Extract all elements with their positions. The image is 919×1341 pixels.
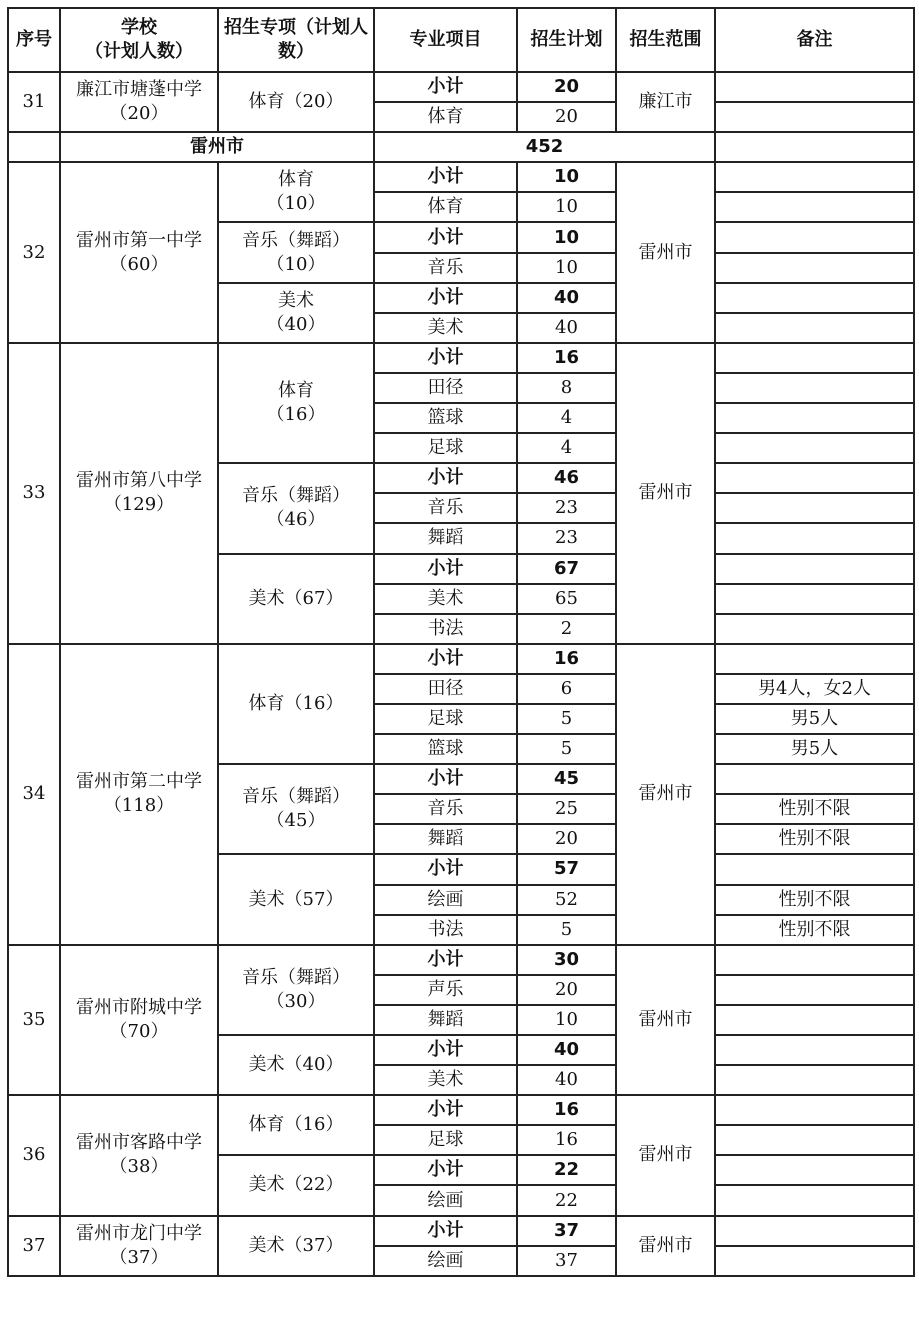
subtotal-label: 小计 [374, 945, 517, 975]
table-row [8, 343, 914, 373]
plan-value: 25 [517, 794, 616, 824]
remark-cell: 男5人 [715, 704, 914, 734]
remark-cell [715, 132, 914, 162]
subtotal-label: 小计 [374, 854, 517, 884]
city-total: 452 [374, 132, 715, 162]
header-plan: 招生计划 [517, 8, 616, 72]
plan-value: 23 [517, 523, 616, 553]
plan-value: 20 [517, 824, 616, 854]
plan-value: 10 [517, 192, 616, 222]
subtotal-value: 16 [517, 1095, 616, 1125]
subtotal-value: 40 [517, 1035, 616, 1065]
scope-cell: 雷州市 [616, 162, 715, 343]
subtotal-label: 小计 [374, 463, 517, 493]
project-name: 音乐 [374, 493, 517, 523]
plan-value: 4 [517, 403, 616, 433]
city-no-cell [8, 132, 60, 162]
remark-cell [715, 72, 914, 102]
remark-cell [715, 1065, 914, 1095]
school-name: 雷州市客路中学 （38） [60, 1095, 218, 1215]
plan-value: 22 [517, 1185, 616, 1215]
special-group: 体育（20） [218, 72, 374, 132]
subtotal-value: 45 [517, 764, 616, 794]
remark-cell [715, 554, 914, 584]
remark-cell [715, 854, 914, 884]
special-group: 美术（67） [218, 554, 374, 644]
project-name: 美术 [374, 584, 517, 614]
remark-cell [715, 975, 914, 1005]
subtotal-label: 小计 [374, 1216, 517, 1246]
row-no: 35 [8, 945, 60, 1095]
remark-cell [715, 644, 914, 674]
school-name: 雷州市龙门中学 （37） [60, 1216, 218, 1276]
project-name: 声乐 [374, 975, 517, 1005]
project-name: 音乐 [374, 794, 517, 824]
subtotal-value: 67 [517, 554, 616, 584]
remark-cell [715, 102, 914, 132]
header-school: 学校 （计划人数） [60, 8, 218, 72]
remark-cell [715, 433, 914, 463]
table-row [8, 1095, 914, 1125]
enrollment-table-wrapper [7, 7, 915, 1277]
subtotal-label: 小计 [374, 72, 517, 102]
remark-cell [715, 1005, 914, 1035]
project-name: 篮球 [374, 403, 517, 433]
remark-cell [715, 1095, 914, 1125]
plan-value: 4 [517, 433, 616, 463]
row-no: 31 [8, 72, 60, 132]
project-name: 音乐 [374, 253, 517, 283]
plan-value: 40 [517, 1065, 616, 1095]
project-name: 足球 [374, 1125, 517, 1155]
subtotal-label: 小计 [374, 554, 517, 584]
header-no: 序号 [8, 8, 60, 72]
subtotal-value: 40 [517, 283, 616, 313]
table-row [8, 72, 914, 102]
header-remark: 备注 [715, 8, 914, 72]
scope-cell: 雷州市 [616, 1095, 715, 1215]
subtotal-value: 46 [517, 463, 616, 493]
plan-value: 23 [517, 493, 616, 523]
plan-value: 37 [517, 1246, 616, 1276]
remark-cell [715, 222, 914, 252]
project-name: 美术 [374, 1065, 517, 1095]
project-name: 绘画 [374, 1246, 517, 1276]
plan-value: 10 [517, 253, 616, 283]
scope-cell: 雷州市 [616, 945, 715, 1095]
remark-cell [715, 1246, 914, 1276]
scope-cell: 廉江市 [616, 72, 715, 132]
project-name: 田径 [374, 373, 517, 403]
plan-value: 5 [517, 734, 616, 764]
plan-value: 10 [517, 1005, 616, 1035]
remark-cell: 性别不限 [715, 794, 914, 824]
special-group: 美术（22） [218, 1155, 374, 1215]
special-group: 美术 （40） [218, 283, 374, 343]
remark-cell [715, 1216, 914, 1246]
subtotal-label: 小计 [374, 1155, 517, 1185]
scope-cell: 雷州市 [616, 1216, 715, 1276]
table-row [8, 162, 914, 192]
remark-cell [715, 283, 914, 313]
remark-cell [715, 584, 914, 614]
remark-cell [715, 1185, 914, 1215]
subtotal-value: 37 [517, 1216, 616, 1246]
remark-cell [715, 764, 914, 794]
remark-cell [715, 192, 914, 222]
city-name: 雷州市 [60, 132, 374, 162]
subtotal-label: 小计 [374, 1095, 517, 1125]
plan-value: 20 [517, 102, 616, 132]
header-row [8, 8, 914, 72]
subtotal-value: 10 [517, 162, 616, 192]
remark-cell [715, 343, 914, 373]
row-no: 32 [8, 162, 60, 343]
project-name: 体育 [374, 102, 517, 132]
project-name: 足球 [374, 433, 517, 463]
plan-value: 16 [517, 1125, 616, 1155]
remark-cell [715, 313, 914, 343]
subtotal-value: 16 [517, 343, 616, 373]
school-name: 廉江市塘蓬中学 （20） [60, 72, 218, 132]
project-name: 篮球 [374, 734, 517, 764]
school-name: 雷州市第八中学 （129） [60, 343, 218, 644]
table-row [8, 945, 914, 975]
row-no: 36 [8, 1095, 60, 1215]
plan-value: 40 [517, 313, 616, 343]
school-name: 雷州市第二中学 （118） [60, 644, 218, 945]
project-name: 体育 [374, 192, 517, 222]
subtotal-label: 小计 [374, 283, 517, 313]
remark-cell [715, 614, 914, 644]
special-group: 音乐（舞蹈） （45） [218, 764, 374, 854]
plan-value: 5 [517, 915, 616, 945]
project-name: 书法 [374, 915, 517, 945]
plan-value: 2 [517, 614, 616, 644]
project-name: 绘画 [374, 1185, 517, 1215]
scope-cell: 雷州市 [616, 343, 715, 644]
plan-value: 20 [517, 975, 616, 1005]
subtotal-value: 30 [517, 945, 616, 975]
remark-cell [715, 523, 914, 553]
remark-cell [715, 1125, 914, 1155]
subtotal-value: 22 [517, 1155, 616, 1185]
remark-cell: 男5人 [715, 734, 914, 764]
subtotal-label: 小计 [374, 343, 517, 373]
school-name: 雷州市附城中学 （70） [60, 945, 218, 1095]
enrollment-table [7, 7, 915, 1277]
remark-cell [715, 945, 914, 975]
special-group: 体育（16） [218, 1095, 374, 1155]
special-group: 美术（57） [218, 854, 374, 944]
row-no: 33 [8, 343, 60, 644]
special-group: 体育 （10） [218, 162, 374, 222]
row-no: 37 [8, 1216, 60, 1276]
header-project: 专业项目 [374, 8, 517, 72]
remark-cell: 性别不限 [715, 824, 914, 854]
remark-cell [715, 162, 914, 192]
special-group: 音乐（舞蹈） （10） [218, 222, 374, 282]
table-row [8, 644, 914, 674]
remark-cell: 男4人，女2人 [715, 674, 914, 704]
scope-cell: 雷州市 [616, 644, 715, 945]
project-name: 书法 [374, 614, 517, 644]
project-name: 足球 [374, 704, 517, 734]
remark-cell: 性别不限 [715, 915, 914, 945]
project-name: 舞蹈 [374, 1005, 517, 1035]
special-group: 美术（40） [218, 1035, 374, 1095]
project-name: 美术 [374, 313, 517, 343]
subtotal-label: 小计 [374, 1035, 517, 1065]
plan-value: 8 [517, 373, 616, 403]
header-special: 招生专项（计划人数） [218, 8, 374, 72]
header-scope: 招生范围 [616, 8, 715, 72]
project-name: 绘画 [374, 885, 517, 915]
subtotal-value: 16 [517, 644, 616, 674]
subtotal-label: 小计 [374, 222, 517, 252]
remark-cell [715, 403, 914, 433]
subtotal-label: 小计 [374, 644, 517, 674]
remark-cell [715, 253, 914, 283]
subtotal-label: 小计 [374, 764, 517, 794]
remark-cell: 性别不限 [715, 885, 914, 915]
special-group: 体育（16） [218, 644, 374, 764]
remark-cell [715, 463, 914, 493]
special-group: 美术（37） [218, 1216, 374, 1276]
table-row [8, 1216, 914, 1246]
subtotal-value: 20 [517, 72, 616, 102]
city-row [8, 132, 914, 162]
remark-cell [715, 493, 914, 523]
special-group: 体育 （16） [218, 343, 374, 463]
plan-value: 65 [517, 584, 616, 614]
special-group: 音乐（舞蹈） （30） [218, 945, 374, 1035]
remark-cell [715, 1035, 914, 1065]
row-no: 34 [8, 644, 60, 945]
subtotal-value: 57 [517, 854, 616, 884]
remark-cell [715, 1155, 914, 1185]
project-name: 田径 [374, 674, 517, 704]
project-name: 舞蹈 [374, 824, 517, 854]
school-name: 雷州市第一中学 （60） [60, 162, 218, 343]
plan-value: 5 [517, 704, 616, 734]
special-group: 音乐（舞蹈） （46） [218, 463, 374, 553]
subtotal-value: 10 [517, 222, 616, 252]
subtotal-label: 小计 [374, 162, 517, 192]
project-name: 舞蹈 [374, 523, 517, 553]
plan-value: 6 [517, 674, 616, 704]
plan-value: 52 [517, 885, 616, 915]
remark-cell [715, 373, 914, 403]
